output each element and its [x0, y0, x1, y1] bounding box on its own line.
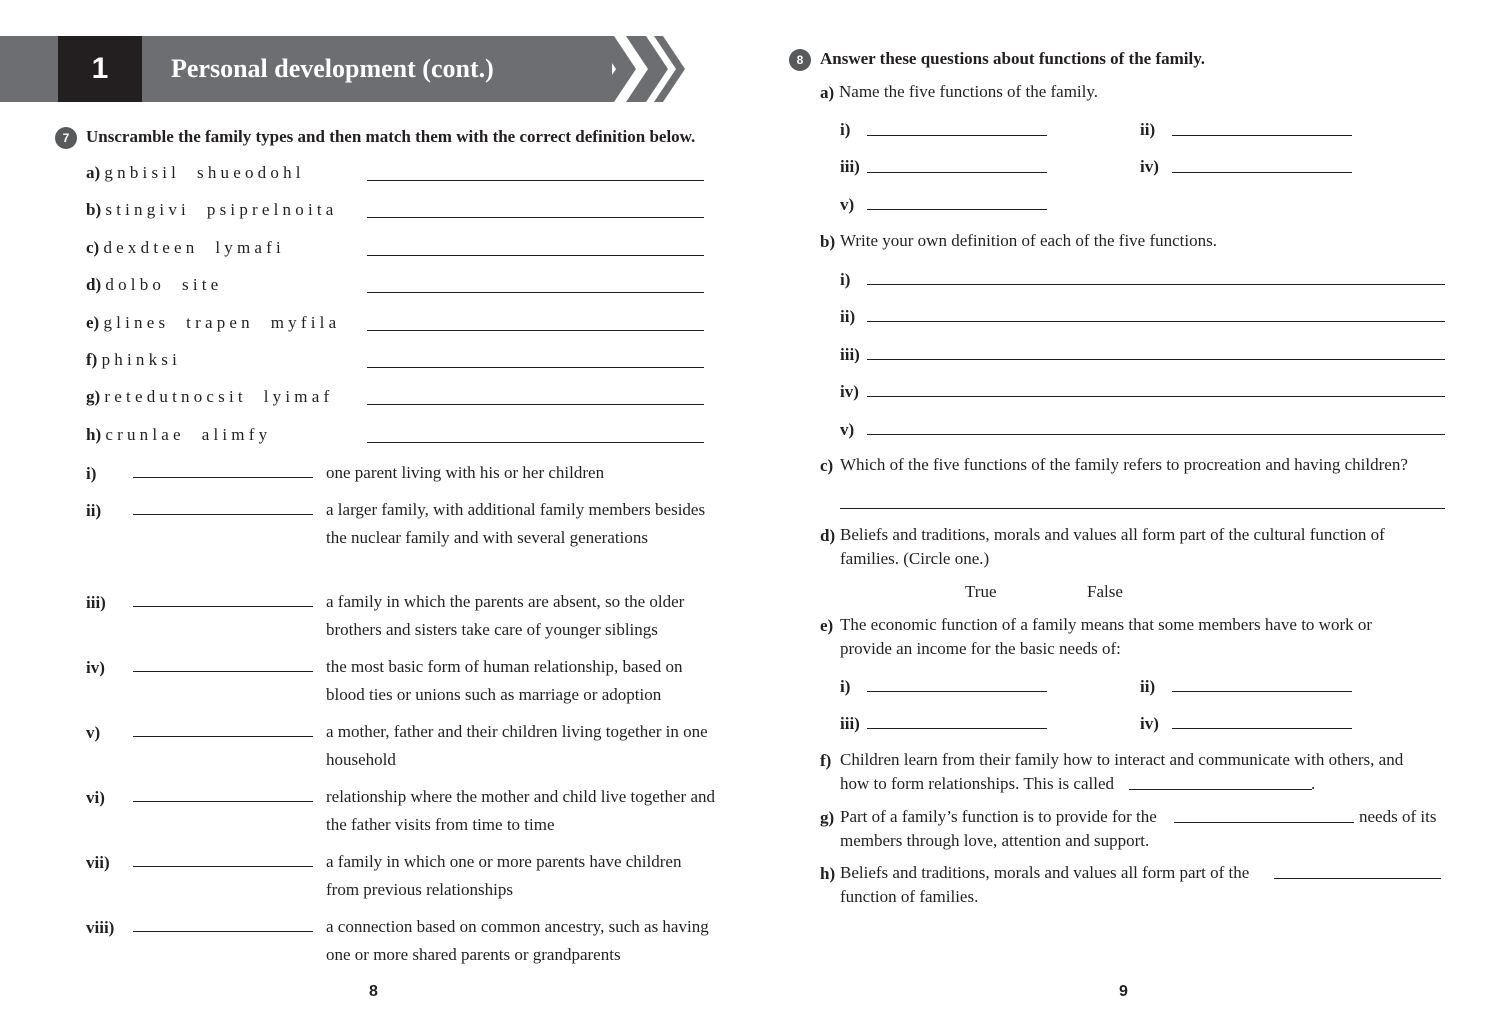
- part-text: Which of the five functions of the family refers to procreation and having children?: [840, 455, 1408, 474]
- answer-line[interactable]: [367, 255, 704, 256]
- answer-line[interactable]: [133, 514, 313, 515]
- scrambled-word: gnbisil shueodohl: [104, 163, 305, 182]
- answer-line[interactable]: [840, 508, 1445, 509]
- item-label: v): [840, 419, 855, 439]
- answer-line[interactable]: [367, 292, 704, 293]
- item-label: iii): [86, 593, 106, 612]
- item-label: g): [86, 387, 101, 407]
- definition-text: relationship where the mother and child live together and the father visits from time to time: [326, 787, 715, 834]
- definition-text: a connection based on common ancestry, such as having one or more shared parents or grandparents: [326, 917, 709, 964]
- item-label: e): [86, 312, 100, 332]
- unit-number: 1: [58, 36, 142, 102]
- definition-text: the most basic form of human relationship, based on blood ties or unions such as marriage or adoption: [326, 657, 683, 704]
- question-instruction: Answer these questions about functions of the family.: [820, 49, 1206, 68]
- question-number-badge: 7: [55, 127, 77, 149]
- scrambled-item: [86, 425, 271, 445]
- answer-line[interactable]: [133, 931, 313, 932]
- answer-line[interactable]: [1172, 135, 1352, 136]
- definition-text: a family in which the parents are absent, so the older brothers and sisters take care of younger siblings: [326, 592, 685, 639]
- item-label: b): [86, 200, 102, 220]
- answer-line[interactable]: [1172, 691, 1352, 692]
- part-label: h): [820, 864, 836, 883]
- item-label: iv): [86, 658, 105, 677]
- item-label: a): [86, 163, 101, 182]
- part-label: b): [820, 232, 836, 251]
- item-label: ii): [86, 501, 102, 520]
- part-text: function of families.: [840, 887, 979, 906]
- answer-line[interactable]: [867, 728, 1047, 729]
- answer-line[interactable]: [367, 442, 704, 443]
- item-label: f): [86, 350, 98, 369]
- answer-line[interactable]: [133, 736, 313, 737]
- part-label: f): [820, 751, 832, 770]
- answer-line[interactable]: [1172, 728, 1352, 729]
- answer-line[interactable]: [133, 801, 313, 802]
- answer-line[interactable]: [133, 671, 313, 672]
- part-text: Write your own definition of each of the five functions.: [840, 231, 1217, 250]
- item-label: vi): [86, 788, 105, 807]
- item-label: d): [86, 275, 102, 295]
- answer-line[interactable]: [367, 404, 704, 405]
- item-label: v): [86, 723, 101, 742]
- item-label: h): [86, 424, 102, 444]
- item-label: ii): [1140, 120, 1156, 139]
- item-label: viii): [86, 918, 115, 937]
- answer-line[interactable]: [867, 396, 1445, 397]
- page-number-left: 8: [369, 983, 378, 1000]
- fill-in-blank[interactable]: [1129, 789, 1312, 790]
- scrambled-item: [86, 200, 338, 220]
- part-text: Name the five functions of the family.: [839, 82, 1099, 101]
- part-label: c): [820, 456, 834, 475]
- part-label: e): [820, 616, 834, 635]
- fill-in-blank[interactable]: [1274, 878, 1441, 879]
- item-label: i): [86, 464, 97, 483]
- definition-text: a mother, father and their children living together in one household: [326, 722, 708, 769]
- part-text: Part of a family’s function is to provide for the: [840, 807, 1157, 826]
- scrambled-word: retedutnocsit lyimaf: [104, 387, 334, 407]
- item-label: ii): [840, 307, 856, 327]
- item-label: c): [86, 237, 100, 257]
- answer-line[interactable]: [867, 135, 1047, 136]
- answer-line[interactable]: [867, 321, 1445, 322]
- part-text: members through love, attention and support.: [840, 831, 1150, 850]
- definition-text: one parent living with his or her children: [326, 463, 605, 482]
- scrambled-word: dolbo site: [105, 275, 223, 295]
- item-label: v): [840, 195, 855, 214]
- scrambled-item: [86, 313, 340, 333]
- item-label: i): [840, 677, 851, 696]
- unit-title: Personal development (cont.): [171, 54, 494, 83]
- answer-line[interactable]: [867, 434, 1445, 435]
- item-label: iv): [840, 382, 859, 402]
- part-text: Beliefs and traditions, morals and values all form part of the: [840, 863, 1250, 882]
- chevrons-icon: [590, 36, 690, 102]
- definition-text: a larger family, with additional family members besides the nuclear family and with several generations: [326, 500, 706, 547]
- item-label: iii): [840, 344, 860, 364]
- scrambled-item: [86, 163, 305, 183]
- answer-line[interactable]: [867, 172, 1047, 173]
- option-false[interactable]: False: [1087, 582, 1123, 601]
- part-label: a): [820, 83, 835, 102]
- item-label: ii): [1140, 677, 1156, 696]
- item-label: vii): [86, 853, 110, 872]
- question-number-badge: 8: [789, 49, 811, 71]
- answer-line[interactable]: [1172, 172, 1352, 173]
- answer-line[interactable]: [133, 866, 313, 867]
- question-instruction: Unscramble the family types and then match them with the correct definition below.: [86, 127, 696, 146]
- part-text: provide an income for the basic needs of:: [840, 639, 1121, 658]
- answer-line[interactable]: [367, 217, 704, 218]
- answer-line[interactable]: [867, 691, 1047, 692]
- answer-line[interactable]: [367, 367, 704, 368]
- item-label: i): [840, 270, 851, 289]
- answer-line[interactable]: [867, 209, 1047, 210]
- fill-in-blank[interactable]: [1174, 822, 1354, 823]
- scrambled-word: dexdteen lymafi: [103, 237, 285, 257]
- scrambled-item: [86, 387, 333, 407]
- item-label: i): [840, 120, 851, 139]
- item-label: iii): [840, 157, 860, 176]
- item-label: iv): [1140, 157, 1159, 176]
- part-text: Beliefs and traditions, morals and values all form part of the cultural function of: [840, 525, 1385, 544]
- scrambled-word: stingivi psiprelnoita: [105, 200, 338, 220]
- answer-line[interactable]: [133, 606, 313, 607]
- page-number-right: 9: [1119, 983, 1128, 1000]
- scrambled-word: crunlae alimfy: [105, 424, 272, 444]
- part-text: needs of its: [1359, 807, 1437, 826]
- definition-text: a family in which one or more parents have children from previous relationships: [326, 852, 682, 899]
- part-text: The economic function of a family means that some members have to work or: [840, 615, 1373, 634]
- part-text: how to form relationships. This is called: [840, 774, 1115, 793]
- item-label: iii): [840, 714, 860, 733]
- part-label: d): [820, 526, 836, 545]
- sentence-end: .: [1311, 774, 1316, 793]
- option-true[interactable]: True: [965, 582, 997, 601]
- answer-line[interactable]: [867, 359, 1445, 360]
- answer-line[interactable]: [367, 330, 704, 331]
- scrambled-item: [86, 238, 285, 258]
- part-text: Children learn from their family how to interact and communicate with others, and: [840, 750, 1404, 769]
- scrambled-word: phinksi: [101, 350, 182, 369]
- part-text: families. (Circle one.): [840, 549, 990, 568]
- scrambled-word: glines trapen myfila: [103, 312, 341, 332]
- scrambled-item: [86, 350, 181, 370]
- part-label: g): [820, 808, 835, 827]
- answer-line[interactable]: [867, 284, 1445, 285]
- scrambled-item: [86, 275, 222, 295]
- answer-line[interactable]: [367, 180, 704, 181]
- item-label: iv): [1140, 714, 1159, 733]
- answer-line[interactable]: [133, 477, 313, 478]
